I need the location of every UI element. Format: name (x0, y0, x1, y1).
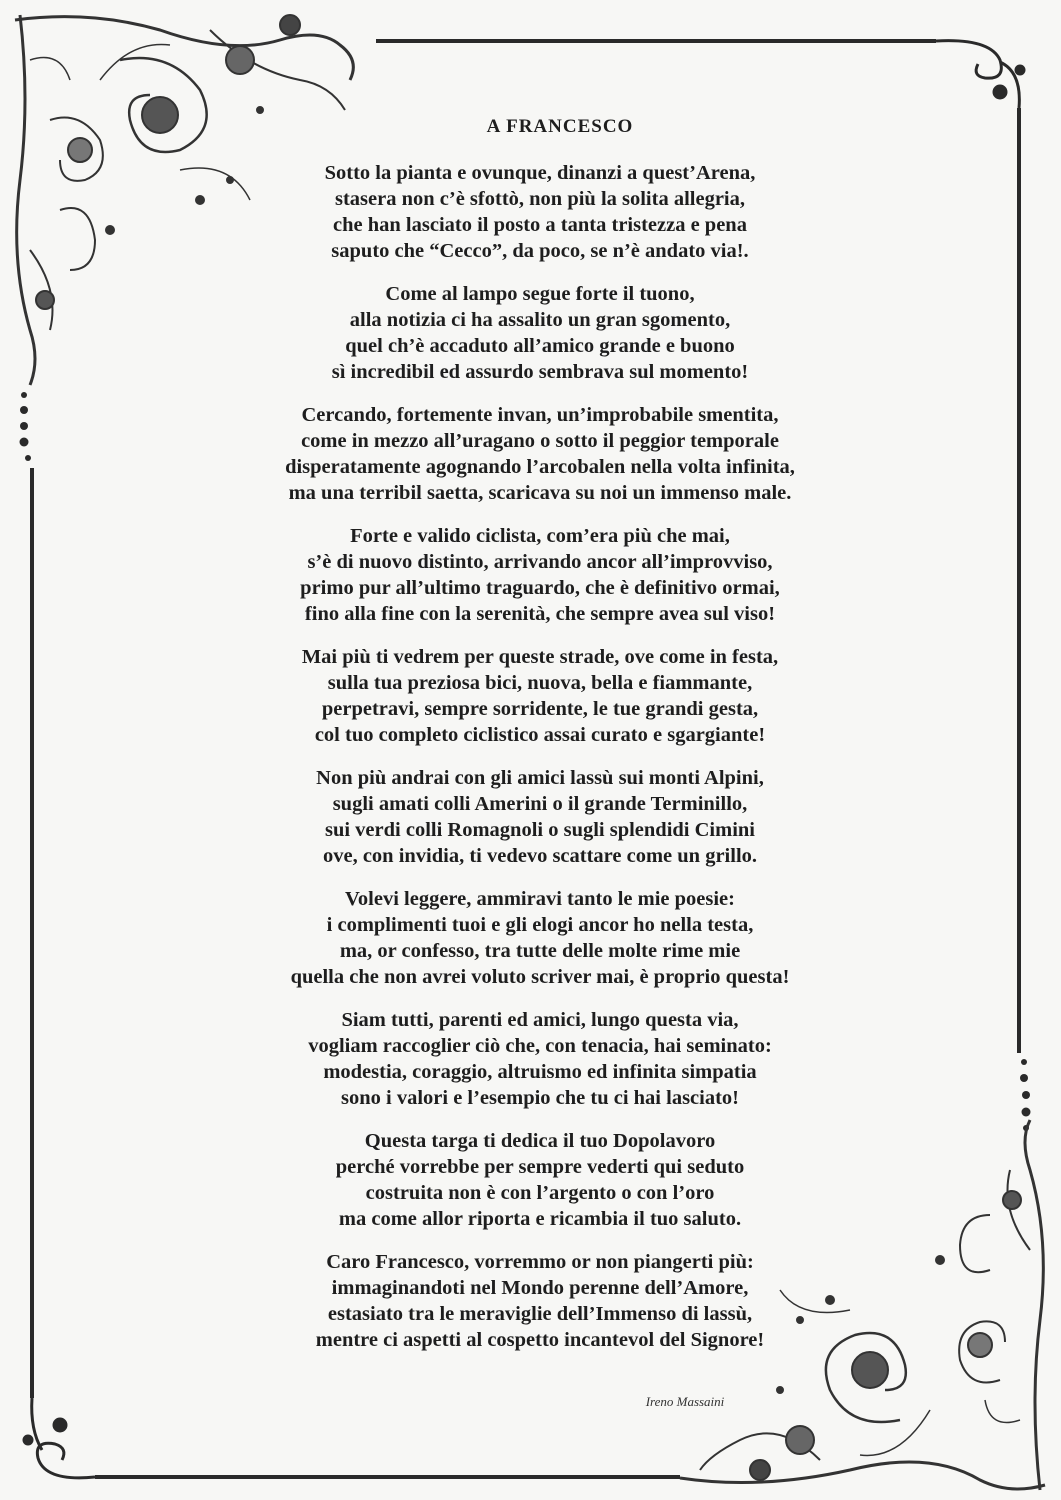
poem-line: i complimenti tuoi e gli elogi ancor ho nella testa, (326, 914, 754, 936)
poem-line: primo pur all’ultimo traguardo, che è definitivo ormai, (300, 577, 780, 599)
stanza (140, 644, 940, 748)
poem-line: Siam tutti, parenti ed amici, lungo questa via, (341, 1009, 739, 1031)
poem-line: saputo che “Cecco”, da poco, se n’è andato via!. (331, 240, 749, 262)
poem-line: sono i valori e l’esempio che tu ci hai lasciato! (341, 1087, 739, 1109)
poem-line: come in mezzo all’uragano o sotto il peggior temporale (301, 430, 779, 452)
poem-line: costruita non è con l’argento o con l’oro (365, 1182, 715, 1204)
poem-line: Mai più ti vedrem per queste strade, ove come in festa, (301, 646, 779, 668)
poem-line: sui verdi colli Romagnoli o sugli splendidi Cimini (324, 819, 755, 841)
poem-line: perché vorrebbe per sempre vederti qui seduto (335, 1156, 745, 1178)
border-bottom (95, 1475, 680, 1479)
poem-line: disperatamente agognando l’arcobalen nella volta infinita, (285, 456, 795, 478)
poem-line: sugli amati colli Amerini o il grande Terminillo, (332, 793, 748, 815)
poem-line: ma una terribil saetta, scaricava su noi un immenso male. (288, 482, 792, 504)
poem-stanzas (140, 160, 940, 1353)
scroll-flourish-top-right (936, 41, 1024, 108)
bead-dots-left (20, 392, 32, 461)
poem-title: A FRANCESCO (486, 116, 634, 137)
stanza (140, 1007, 940, 1111)
border-right (1017, 108, 1021, 1053)
poem-line: quel ch’è accaduto all’amico grande e buono (345, 335, 735, 357)
poem-line: immaginandoti nel Mondo perenne dell’Amore, (331, 1277, 749, 1299)
poem-line: perpetravi, sempre sorridente, le tue grandi gesta, (321, 698, 759, 720)
poem-line: Cercando, fortemente invan, un’improbabile smentita, (301, 404, 779, 426)
stanza (140, 523, 940, 627)
poem-line: estasiato tra le meraviglie dell’Immenso di lassù, (327, 1303, 753, 1325)
poem-line: vogliam raccoglier ciò che, con tenacia, hai seminato: (308, 1035, 772, 1057)
poem-line: Volevi leggere, ammiravi tanto le mie poesie: (345, 888, 735, 910)
poem-signature: Ireno Massaini (645, 1394, 725, 1409)
stanza (140, 1128, 940, 1232)
poem-line: sulla tua preziosa bici, nuova, bella e fiammante, (327, 672, 753, 694)
poem-line: Forte e valido ciclista, com’era più che mai, (350, 525, 730, 547)
poem-line: Sotto la pianta e ovunque, dinanzi a quest’Arena, (324, 162, 756, 184)
stanza (140, 281, 940, 385)
stanza (140, 402, 940, 506)
poem-line: fino alla fine con la serenità, che sempre avea sul viso! (304, 603, 776, 625)
poem-line: ove, con invidia, ti vedevo scattare come un grillo. (322, 845, 758, 867)
border-left (30, 468, 34, 1398)
stanza (140, 886, 940, 990)
poem-body (140, 116, 940, 1370)
poem-line: ma, or confesso, tra tutte delle molte rime mie (339, 940, 741, 962)
poem-line: Non più andrai con gli amici lassù sui monti Alpini, (316, 767, 764, 789)
poem-line: quella che non avrei voluto scriver mai, è proprio questa! (290, 966, 790, 988)
poem-line: ma come allor riporta e ricambia il tuo saluto. (338, 1208, 742, 1230)
poem-line: Questa targa ti dedica il tuo Dopolavoro (364, 1130, 716, 1152)
stanza (140, 1249, 940, 1353)
poem-line: che han lasciato il posto a tanta tristezza e pena (333, 214, 747, 236)
stanza (140, 765, 940, 869)
border-top (376, 39, 936, 43)
poem-line: stasera non c’è sfottò, non più la solita allegria, (335, 188, 745, 210)
poem-line: alla notizia ci ha assalito un gran sgomento, (349, 309, 731, 331)
stanza (140, 160, 940, 264)
poem-line: Caro Francesco, vorremmo or non piangerti più: (326, 1251, 754, 1273)
scroll-flourish-bottom-left (24, 1398, 95, 1478)
poem-line: sì incredibil ed assurdo sembrava sul momento! (331, 361, 749, 383)
poem-line: mentre ci aspetti al cospetto incantevol del Signore! (315, 1329, 765, 1351)
poem-line: Come al lampo segue forte il tuono, (385, 283, 695, 305)
poem-line: modestia, coraggio, altruismo ed infinita simpatia (323, 1061, 757, 1083)
poem-line: s’è di nuovo distinto, arrivando ancor all’improvviso, (307, 551, 773, 573)
poem-line: col tuo completo ciclistico assai curato e sgargiante! (314, 724, 766, 746)
